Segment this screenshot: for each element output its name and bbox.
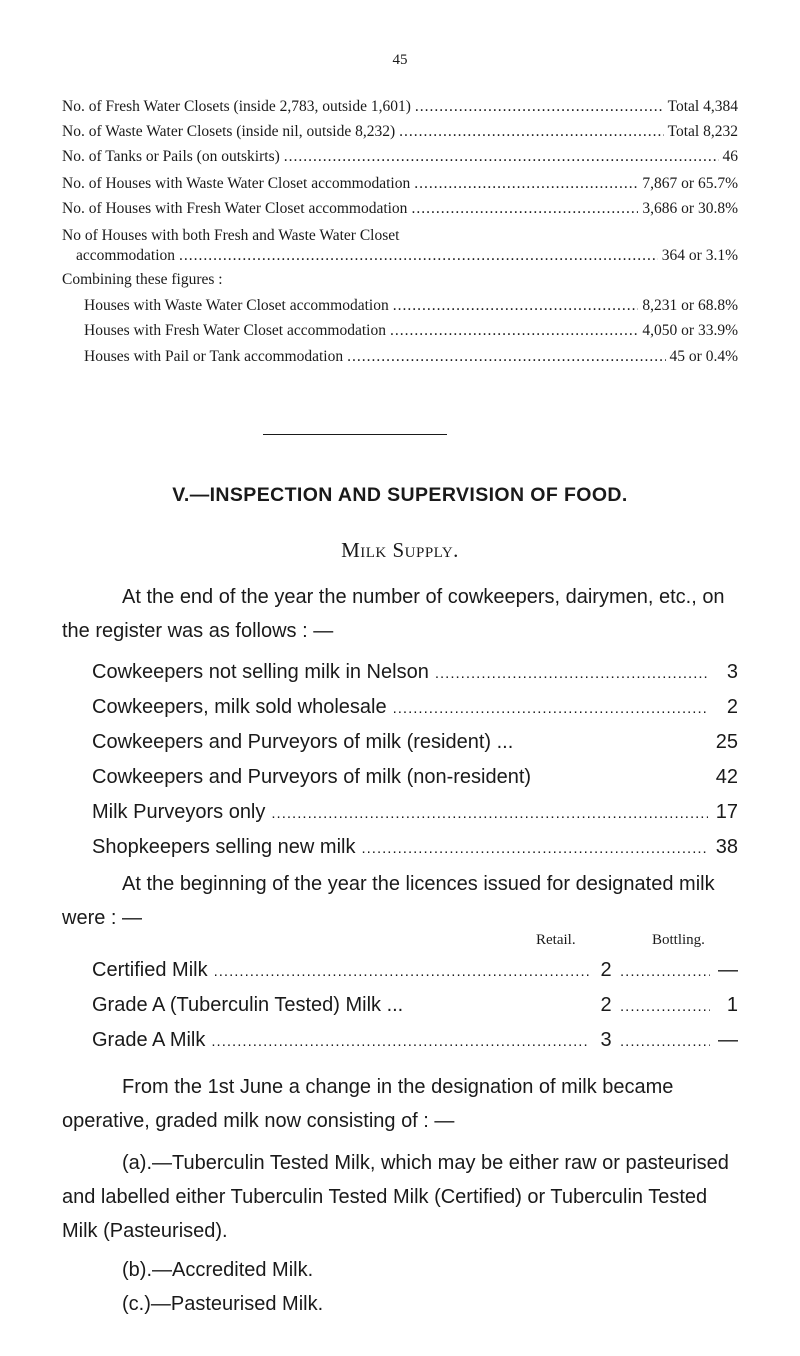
row-label: accommodation [76,247,175,264]
row-value: 4,050 or 33.9% [642,322,738,339]
dot-leader [284,147,719,167]
dot-leader [620,1025,710,1059]
dot-leader [393,692,708,726]
page-number: 45 [392,52,408,68]
item-c: (c.)—Pasteurised Milk. [122,1293,324,1315]
row-value: 45 or 0.4% [669,348,738,365]
row-value: Total 8,232 [667,123,738,140]
sanitation-row-label: No of Houses with both Fresh and Waste Water Closet [62,227,400,244]
dot-leader [435,657,708,691]
row-value: 3 [726,661,738,683]
row-value: 46 [722,148,738,165]
dot-leader [415,97,664,117]
row-label: No. of Houses with Waste Water Closet accommodation [62,175,411,192]
retail-value: 2 [600,959,612,981]
subheading: Milk Supply. [341,538,459,562]
row-label: No. of Fresh Water Closets (inside 2,783, outside 1,601) [62,98,411,115]
dot-leader [361,832,708,866]
dot-leader [620,955,710,989]
row-value: 8,231 or 68.8% [642,297,738,314]
row-value: 364 or 3.1% [661,247,738,264]
retail-value: 3 [600,1029,612,1051]
sanitation-row [62,199,738,219]
sanitation-row [62,147,738,167]
register-row [92,725,738,759]
dot-leader [399,122,663,142]
dot-leader [620,990,710,1024]
intro-paragraph: At the end of the year the number of cowkeepers, dairymen, etc., on the register was as follows : — [62,586,725,642]
row-label: Houses with Fresh Water Closet accommodation [84,322,386,339]
sanitation-row [62,122,738,142]
sanitation-row [62,97,738,117]
row-label: Cowkeepers and Purveyors of milk (non-resident) [92,766,532,788]
item-a-paragraph: (a).—Tuberculin Tested Milk, which may be either raw or pasteurised and labelled either Tuberculin Tested Milk (Certified) or Tuberculin Tested Milk (Pasteurised). [62,1152,729,1242]
licence-row [92,988,738,1022]
dot-leader [411,199,638,219]
section-divider [263,434,447,435]
row-value: 7,867 or 65.7% [642,175,738,192]
dot-leader [214,955,590,989]
row-value: 3,686 or 30.8% [642,200,738,217]
sanitation-row [62,246,738,266]
row-label: Grade A (Tuberculin Tested) Milk ... [92,994,404,1016]
register-row [92,830,738,864]
retail-value: 2 [600,994,612,1016]
row-label: No. of Waste Water Closets (inside nil, outside 8,232) [62,123,396,140]
licence-row [92,1023,738,1057]
licence-row [92,953,738,987]
dot-leader [347,347,665,367]
row-value: 2 [726,696,738,718]
row-label: Houses with Waste Water Closet accommodation [84,297,389,314]
row-label: Houses with Pail or Tank accommodation [84,348,344,365]
column-header-retail: Retail. [536,932,576,948]
row-label: Shopkeepers selling new milk [92,836,356,858]
register-row [92,795,738,829]
dot-leader [179,246,658,266]
bottling-value: 1 [726,994,738,1016]
register-row [92,655,738,689]
dot-leader [390,321,638,341]
combined-row [84,296,738,316]
register-row [92,690,738,724]
combined-row [84,347,738,367]
dot-leader [414,174,638,194]
change-paragraph: From the 1st June a change in the designation of milk became operative, graded milk now consisting of : — [62,1076,674,1132]
licences-paragraph: At the beginning of the year the licences issued for designated milk were : — [62,873,715,929]
row-value: 38 [715,836,738,858]
row-label: Cowkeepers not selling milk in Nelson [92,661,429,683]
row-label: No. of Tanks or Pails (on outskirts) [62,148,280,165]
row-label: Cowkeepers, milk sold wholesale [92,696,387,718]
combining-label: Combining these figures : [62,271,223,288]
dot-leader [271,797,708,831]
row-label: Grade A Milk [92,1029,206,1051]
item-b: (b).—Accredited Milk. [122,1259,314,1281]
dot-leader [393,296,639,316]
row-value: Total 4,384 [667,98,738,115]
row-label: No. of Houses with Fresh Water Closet accommodation [62,200,408,217]
register-row [92,760,738,794]
row-value: 42 [715,766,738,788]
combined-row [84,321,738,341]
row-label: Milk Purveyors only [92,801,266,823]
column-header-bottling: Bottling. [652,932,705,948]
sanitation-row [62,174,738,194]
row-value: 25 [715,731,738,753]
row-label: Certified Milk [92,959,208,981]
bottling-value: — [718,1029,738,1051]
dot-leader [211,1025,590,1059]
row-value: 17 [715,801,738,823]
row-label: Cowkeepers and Purveyors of milk (resident) ... [92,731,514,753]
section-heading: V.—INSPECTION AND SUPERVISION OF FOOD. [172,484,628,506]
bottling-value: — [718,959,738,981]
